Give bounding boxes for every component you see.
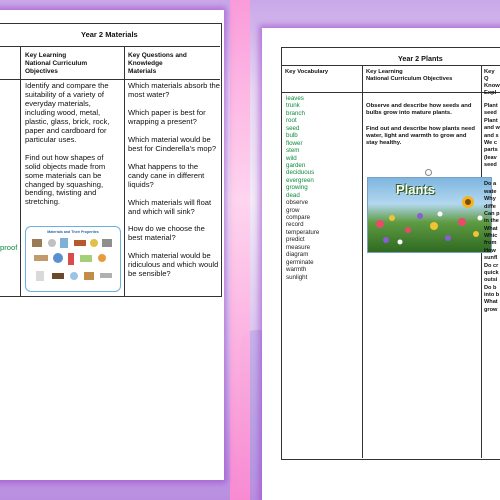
question-fragment: Do cr [484, 262, 499, 269]
materials-question: Which materials will float and which will sink? [128, 197, 212, 216]
materials-objective: Find out how shapes of solid objects made from some materials can be changed by squashing, bending, twisting and stretching. [25, 152, 106, 207]
question-fragment: grow [484, 306, 498, 313]
vocab-word: warmth [286, 266, 307, 274]
plants-header-objectives: Key Learning National Curriculum Objectives [366, 69, 453, 82]
vocab-word: measure [286, 243, 311, 251]
plants-image-label: Plants [396, 182, 436, 197]
vocab-word: temperature [286, 228, 320, 236]
materials-question: Which materials absorb the most water? [128, 81, 221, 99]
materials-header-questions: Key Questions and Knowledge Materials [128, 52, 187, 75]
plants-col-divider-2 [481, 65, 482, 458]
vocab-word: evergreen [286, 176, 314, 184]
vocab-word: wild [286, 154, 297, 162]
question-fragment: Can p [484, 210, 500, 217]
plants-header-vocabulary: Key Vocabulary [285, 69, 329, 75]
question-fragment: parts [484, 147, 498, 154]
vocab-word: growing [286, 184, 308, 192]
question-fragment: Do a [484, 181, 497, 188]
question-fragment: into b [484, 292, 500, 298]
materials-title: Year 2 Materials [81, 30, 138, 39]
vocab-word: flower [286, 139, 303, 147]
vocab-word: bulb [286, 132, 298, 140]
question-fragment: (leav [484, 154, 497, 161]
question-fragment: What [484, 299, 498, 306]
plants-image[interactable] [367, 177, 492, 253]
question-fragment: wate [484, 188, 497, 195]
plants-objective: Find out and describe how plants need water, light and warmth to grow and stay healthy. [366, 125, 475, 146]
question-fragment: and s [484, 132, 499, 139]
vocab-word: stem [286, 147, 300, 155]
plants-questions-fragments [484, 103, 500, 314]
question-fragment: Plant [484, 103, 498, 109]
materials-header-objectives: Key Learning National Curriculum Objectives [25, 52, 88, 75]
question-fragment: from [484, 240, 497, 247]
materials-question: How do we choose the best material? [128, 224, 205, 243]
question-fragment: outsi [484, 277, 498, 284]
materials-properties-image [25, 226, 121, 292]
question-fragment: diffe [484, 203, 496, 210]
question-fragment: We c [484, 139, 497, 146]
plants-col-divider-1 [362, 65, 363, 458]
vocab-word: grow [286, 206, 300, 214]
question-fragment: Plant [484, 117, 498, 124]
vocab-word: trunk [286, 102, 300, 110]
plants-objectives [366, 103, 478, 156]
vocab-word: root [286, 117, 297, 125]
vocab-word: observe [286, 199, 309, 207]
materials-objectives [25, 82, 121, 216]
question-fragment: quick [484, 269, 499, 276]
materials-question: What happens to the candy cane in different liquids? [128, 161, 205, 189]
vocab-word: sunlight [286, 273, 308, 281]
question-fragment: Do b [484, 284, 497, 291]
plants-title-divider [281, 65, 500, 66]
question-fragment: How [484, 247, 496, 254]
materials-header-divider [0, 79, 220, 80]
materials-question: Which paper is best for wrapping a present? [128, 107, 206, 126]
plants-vocabulary-list [286, 95, 319, 281]
vocab-word: record [286, 221, 304, 229]
vocab-word: leaves [286, 95, 304, 102]
question-fragment: and w [484, 125, 500, 132]
vocab-word: germinate [286, 258, 314, 266]
vocab-word: garden [286, 161, 306, 169]
materials-question: Which material would be ridiculous and which would be sensible? [128, 251, 219, 279]
background-glow [230, 0, 250, 500]
question-fragment: sunfl [484, 255, 498, 262]
vocab-word: compare [286, 214, 311, 221]
materials-question: Which material would be best for Cinderella’s mop? [128, 134, 217, 153]
vocab-word: branch [286, 109, 305, 117]
vocab-word: dead [286, 191, 300, 199]
vocab-word: seed [286, 124, 300, 132]
question-fragment: seed [484, 110, 497, 117]
question-fragment: seed [484, 162, 497, 168]
materials-image-caption: Materials and Their Properties [47, 230, 99, 234]
vocab-word: deciduous [286, 169, 315, 177]
materials-questions [128, 82, 220, 288]
question-fragment: Whic [484, 233, 498, 239]
vocab-word: diagram [286, 251, 309, 259]
plants-title: Year 2 Plants [398, 54, 443, 63]
question-fragment: Why [484, 196, 496, 203]
image-resize-handle[interactable] [425, 169, 432, 176]
materials-left-fragment: proof [0, 243, 18, 252]
plants-objective: Observe and describe how seeds and bulbs grow into mature plants. [366, 103, 472, 116]
materials-col-divider-2 [124, 46, 125, 296]
question-fragment: in the [484, 218, 499, 225]
plants-header-questions: Key Q Know Expl [484, 69, 500, 96]
vocab-word: predict [286, 236, 305, 244]
flowers-illustration [368, 178, 491, 252]
plants-header-divider [281, 92, 500, 93]
question-fragment: What [484, 225, 498, 232]
materials-objective: Identify and compare the suitability of a variety of everyday materials, including wood, metal, plastic, glass, brick, rock, paper and cardboard for particular uses. [25, 81, 110, 144]
materials-objects-illustration [26, 235, 120, 291]
materials-col-divider-1 [20, 46, 21, 296]
materials-title-divider [0, 46, 220, 47]
